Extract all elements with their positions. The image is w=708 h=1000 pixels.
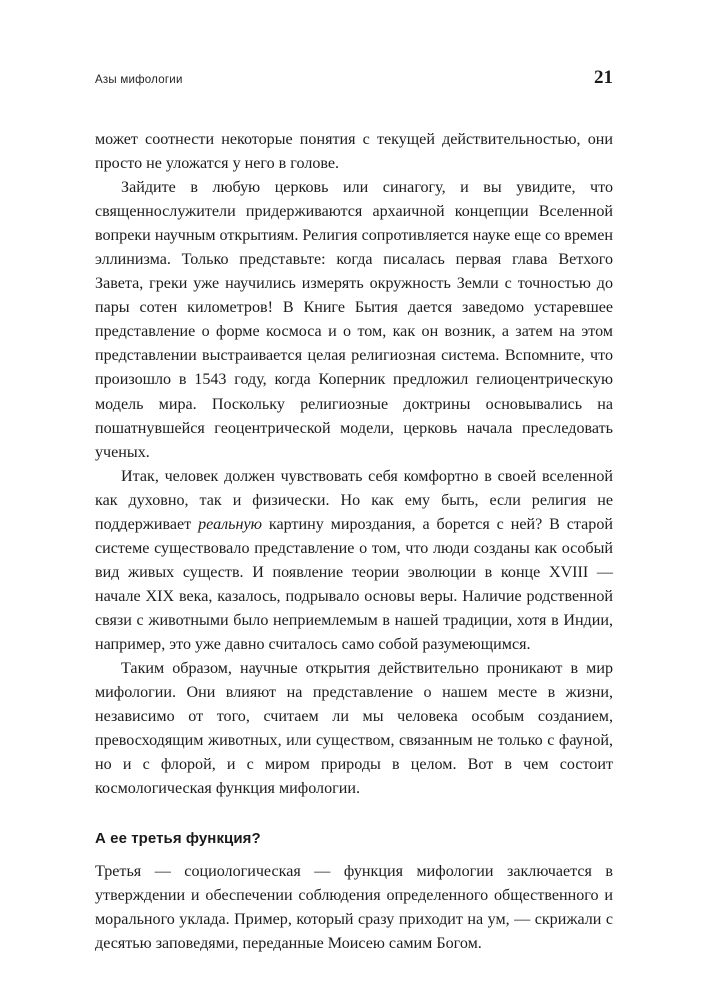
running-head-title: Азы мифологии (95, 74, 183, 86)
paragraph (95, 465, 613, 657)
subheading-container (95, 801, 613, 860)
paragraph-text-after-emphasis: картину мироздания, а борется с ней? В старой системе существовало представление о том, что люди созданы как особый вид живых существ. И появление теории эволюции в конце XVIII — начале XIX века, казалось, подрывало основы веры. Наличие родственной связи с животными было неприемлемым в нашей традиции, хотя в Индии, например, это уже давно считалось само собой разумеющимся. (95, 515, 613, 653)
paragraph: Зайдите в любую церковь или синагогу, и вы увидите, что священнослужители придерживаются архаичной концепции Вселенной вопреки научным открытиям. Религия сопротивляется науке еще со времен эллинизма. Только представьте: когда писалась первая глава Ветхого Завета, греки уже научились измерять окружность Земли с точностью до пары сотен километров! В Книге Бытия дается заведомо устаревшее представление о форме космоса и о том, как он возник, а затем на этом представлении выстраивается целая религиозная система. Вспомните, что произошло в 1543 году, когда Коперник предложил гелиоцентрическую модель мира. Поскольку религиозные доктрины основывались на пошатнувшейся геоцентрической модели, церковь начала преследовать ученых. (95, 179, 613, 461)
section-subheading: А ее третья функция? (95, 830, 261, 848)
running-head (95, 68, 613, 90)
paragraph-continuation: может соотнести некоторые понятия с текущей действительностью, они просто не уложатся у него в голове. (95, 131, 613, 173)
emphasized-word: реальную (198, 515, 262, 533)
page-number: 21 (594, 67, 613, 88)
text-block (95, 128, 613, 957)
paragraph-text-before-emphasis: Итак, человек должен чувствовать себя комфортно в своей вселенной как духовно, так и физически. Но как ему быть, если религия не поддерживает (95, 467, 613, 533)
paragraph: Таким образом, научные открытия действительно проникают в мир мифологии. Они влияют на представление о нашем месте в жизни, независимо от того, считаем ли мы человека особым созданием, превосходящим животных, или существом, связанным не только с фауной, но и с флорой, и с миром природы в целом. Вот в чем состоит космологическая функция мифологии. (95, 660, 613, 798)
paragraph: Третья — социологическая — функция мифологии заключается в утверждении и обеспечении соблюдения определенного общественного и морального уклада. Пример, который сразу приходит на ум, — скрижали с десятью заповедями, переданные Моисею самим Богом. (95, 863, 613, 953)
